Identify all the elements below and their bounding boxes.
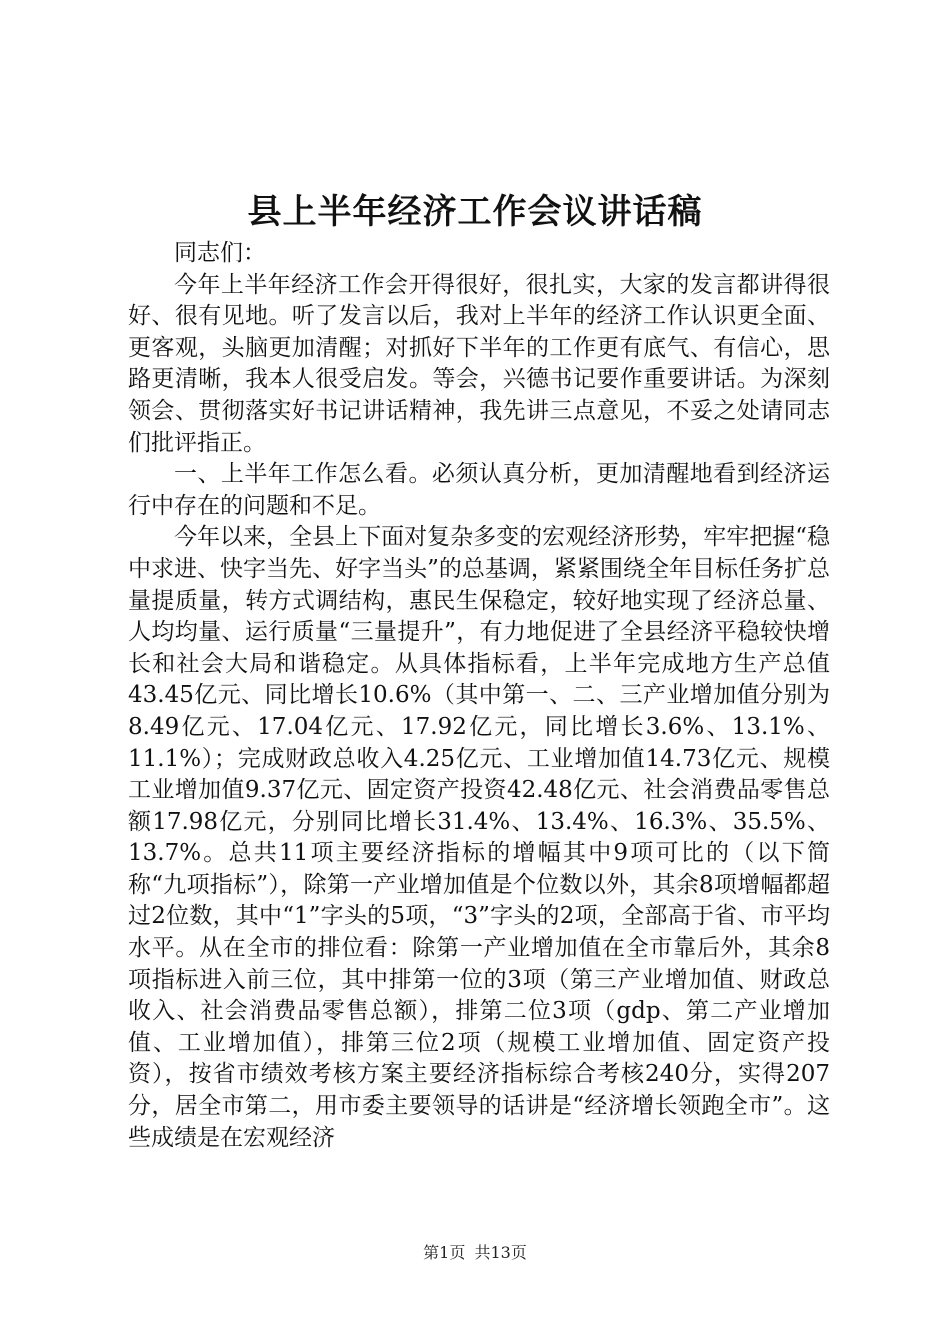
salutation: 同志们： [174,240,266,266]
paragraph: 一、上半年工作怎么看。必须认真分析，更加清醒地看到经济运行中存在的问题和不足。 [128,461,830,519]
page-number: 第1页 [423,1243,466,1262]
document-title: 县上半年经济工作会议讲话稿 [247,192,703,232]
page-footer [0,1240,950,1263]
page-total: 共13页 [474,1243,527,1262]
document-body [128,238,830,1154]
paragraph: 今年以来，全县上下面对复杂多变的宏观经济形势，牢牢把握“稳中求进、快字当先、好字当头”的总基调，紧紧围绕全年目标任务扩总量提质量，转方式调结构，惠民生保稳定，较好地实现了经济总量、人均均量、运行质量“三量提升”，有力地促进了全县经济平稳较快增长和社会大局和谐稳定。从具体指标看，上半年完成地方生产总值43.45亿元、同比增长10.6%（其中第一、二、三产业增加值分别为8.49亿元、17.04亿元、17.92亿元，同比增长3.6%、13.1%、11.1%）；完成财政总收入4.25亿元、工业增加值14.73亿元、规模工业增加值9.37亿元、固定资产投资42.48亿元、社会消费品零售总额17.98亿元，分别同比增长31.4%、13.4%、16.3%、35.5%、13.7%。总共11项主要经济指标的增幅其中9项可比的（以下简称“九项指标”），除第一产业增加值是个位数以外，其余8项增幅都超过2位数，其中“1”字头的5项，“3”字头的2项，全部高于省、市平均水平。从在全市的排位看：除第一产业增加值在全市靠后外，其余8项指标进入前三位，其中排第一位的3项（第三产业增加值、财政总收入、社会消费品零售总额），排第二位3项（gdp、第二产业增加值、工业增加值），排第三位2项（规模工业增加值、固定资产投资），按省市绩效考核方案主要经济指标综合考核240分，实得207分，居全市第二，用市委主要领导的话讲是“经济增长领跑全市”。这些成绩是在宏观经济 [128,524,830,1151]
paragraph: 今年上半年经济工作会开得很好，很扎实，大家的发言都讲得很好、很有见地。听了发言以后，我对上半年的经济工作认识更全面、更客观，头脑更加清醒；对抓好下半年的工作更有底气、有信心，思路更清晰，我本人很受启发。等会，兴德书记要作重要讲话。为深刻领会、贯彻落实好书记讲话精神，我先讲三点意见，不妥之处请同志们批评指正。 [128,271,830,456]
